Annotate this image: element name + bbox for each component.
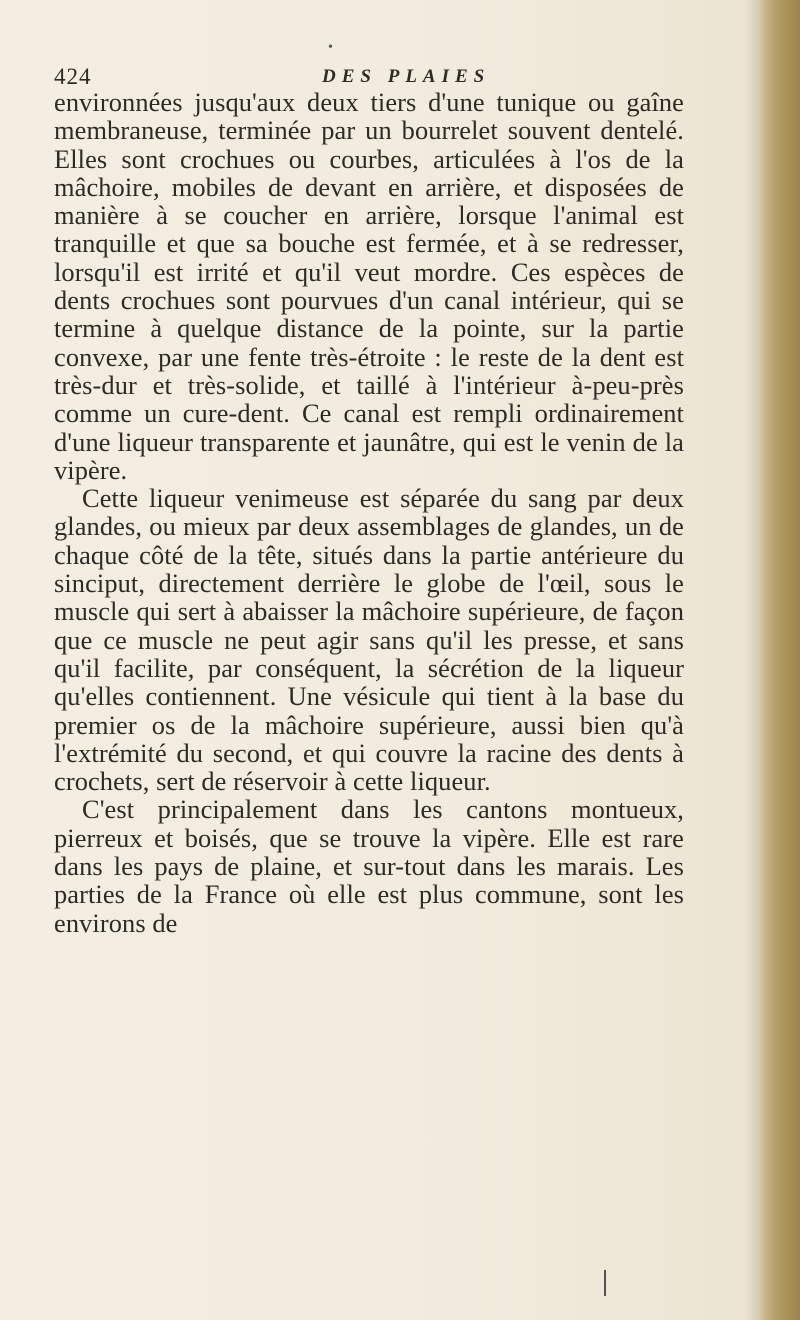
printer-mark-bottom [604, 1270, 606, 1296]
running-head: DES PLAIES [322, 66, 491, 87]
body-text [54, 88, 684, 937]
page-edge [758, 0, 800, 1320]
paragraph-3: C'est principalement dans les cantons montueux, pierreux et boisés, que se trouve la vipère. Elle est rare dans les pays de plaine, et sur-tout dans les marais. Les parties de la France où elle est plus commune, sont les environs de [54, 794, 684, 938]
paragraph-1: environnées jusqu'aux deux tiers d'une tunique ou gaîne membraneuse, terminée par un bourrelet souvent dentelé. Elles sont crochues ou courbes, articulées à l'os de la mâchoire, mobiles de devant en arrière, et disposées de manière à se coucher en arrière, lorsque l'animal est tranquille et que sa bouche est fermée, et à se redresser, lorsqu'il est irrité et qu'il veut mordre. Ces espèces de dents crochues sont pourvues d'un canal intérieur, qui se termine à quelque distance de la pointe, sur la partie convexe, par une fente très-étroite : le reste de la dent est très-dur et très-solide, et taillé à l'intérieur à-peu-près comme un cure-dent. Ce canal est rempli ordinairement d'une liqueur transparente et jaunâtre, qui est le venin de la vipère. [54, 87, 684, 485]
paragraph-2: Cette liqueur venimeuse est séparée du sang par deux glandes, ou mieux par deux assemblages de glandes, un de chaque côté de la tête, situés dans la partie antérieure du sinciput, directement derrière le globe de l'œil, sous le muscle qui sert à abaisser la mâchoire supérieure, de façon que ce muscle ne peut agir sans qu'il les presse, et sans qu'il facilite, par conséquent, la sécrétion de la liqueur qu'elles contiennent. Une vésicule qui tient à la base du premier os de la mâchoire supérieure, aussi bien qu'à l'extrémité du second, et qui couvre la racine des dents à crochets, sert de réservoir à cette liqueur. [54, 483, 684, 797]
page-gutter-shadow [744, 0, 758, 1320]
page-number: 424 [54, 64, 92, 89]
printer-mark: • [328, 40, 333, 55]
